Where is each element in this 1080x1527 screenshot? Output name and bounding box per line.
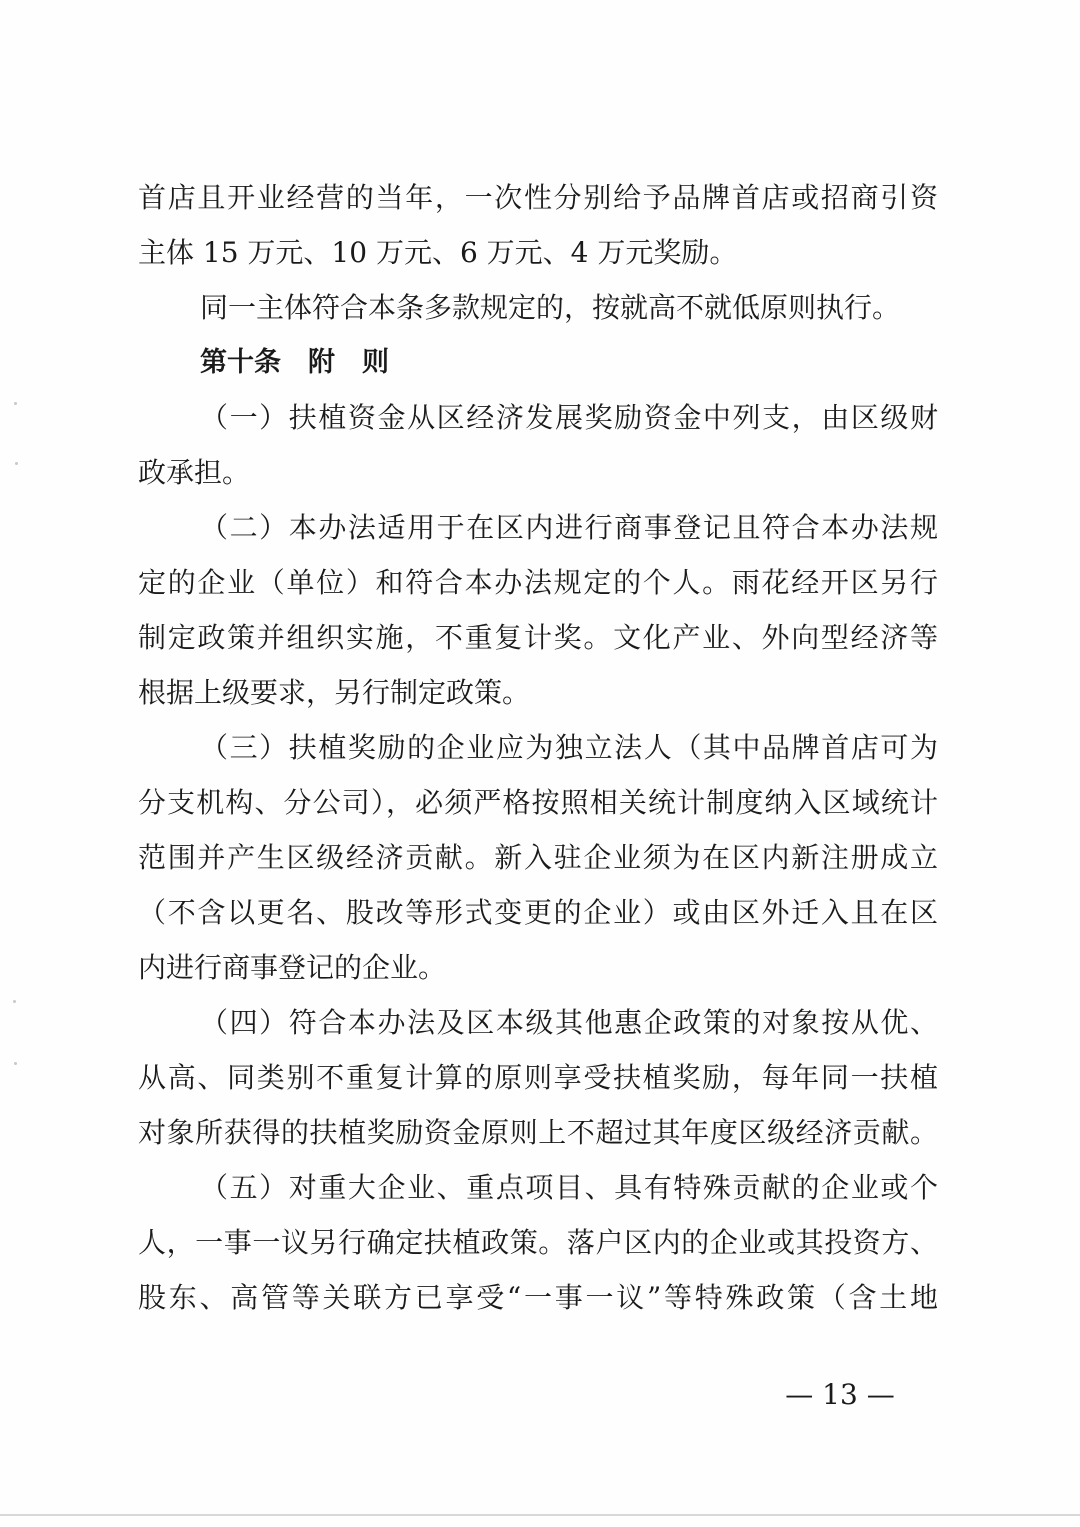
text-line: 范围并产生区级经济贡献。新入驻企业须为在区内新注册成立 (138, 841, 938, 874)
article-heading: 第十条 附 则 (200, 347, 389, 378)
page-number: — 13 — (785, 1378, 895, 1411)
scan-speck (15, 462, 18, 465)
text-line: （二）本办法适用于在区内进行商事登记且符合本办法规 (200, 511, 938, 544)
text-line: 从高、同类别不重复计算的原则享受扶植奖励，每年同一扶植 (138, 1061, 938, 1094)
scan-speck (14, 402, 17, 405)
scan-speck (13, 1000, 16, 1003)
text-line: 定的企业（单位）和符合本办法规定的个人。雨花经开区另行 (138, 566, 938, 599)
text-line: （四）符合本办法及区本级其他惠企政策的对象按从优、 (200, 1006, 938, 1039)
text-line: 股东、高管等关联方已享受“一事一议”等特殊政策（含土地 (138, 1281, 938, 1314)
body-text (138, 170, 938, 1325)
text-line: （五）对重大企业、重点项目、具有特殊贡献的企业或个 (200, 1171, 938, 1204)
text-line: 制定政策并组织实施，不重复计奖。文化产业、外向型经济等 (138, 621, 938, 654)
scan-speck (14, 1062, 17, 1065)
text-line: 内进行商事登记的企业。 (138, 951, 447, 984)
text-line: 对象所获得的扶植奖励资金原则上不超过其年度区级经济贡献。 (138, 1116, 938, 1149)
text-line: 同一主体符合本条多款规定的，按就高不就低原则执行。 (200, 291, 901, 324)
text-line: （三）扶植奖励的企业应为独立法人（其中品牌首店可为 (200, 731, 938, 764)
text-line: 根据上级要求，另行制定政策。 (138, 676, 531, 709)
text-line: 分支机构、分公司），必须严格按照相关统计制度纳入区域统计 (138, 786, 938, 819)
text-line: 首店且开业经营的当年，一次性分别给予品牌首店或招商引资 (138, 181, 938, 214)
text-line: 主体 15 万元、10 万元、6 万元、4 万元奖励。 (138, 236, 738, 269)
text-line: （不含以更名、股改等形式变更的企业）或由区外迁入且在区 (138, 896, 938, 929)
text-line: 人，一事一议另行确定扶植政策。落户区内的企业或其投资方、 (138, 1226, 938, 1259)
text-line: 政承担。 (138, 456, 251, 489)
text-line: （一）扶植资金从区经济发展奖励资金中列支，由区级财 (200, 401, 938, 434)
bottom-edge-line (0, 1514, 1080, 1516)
